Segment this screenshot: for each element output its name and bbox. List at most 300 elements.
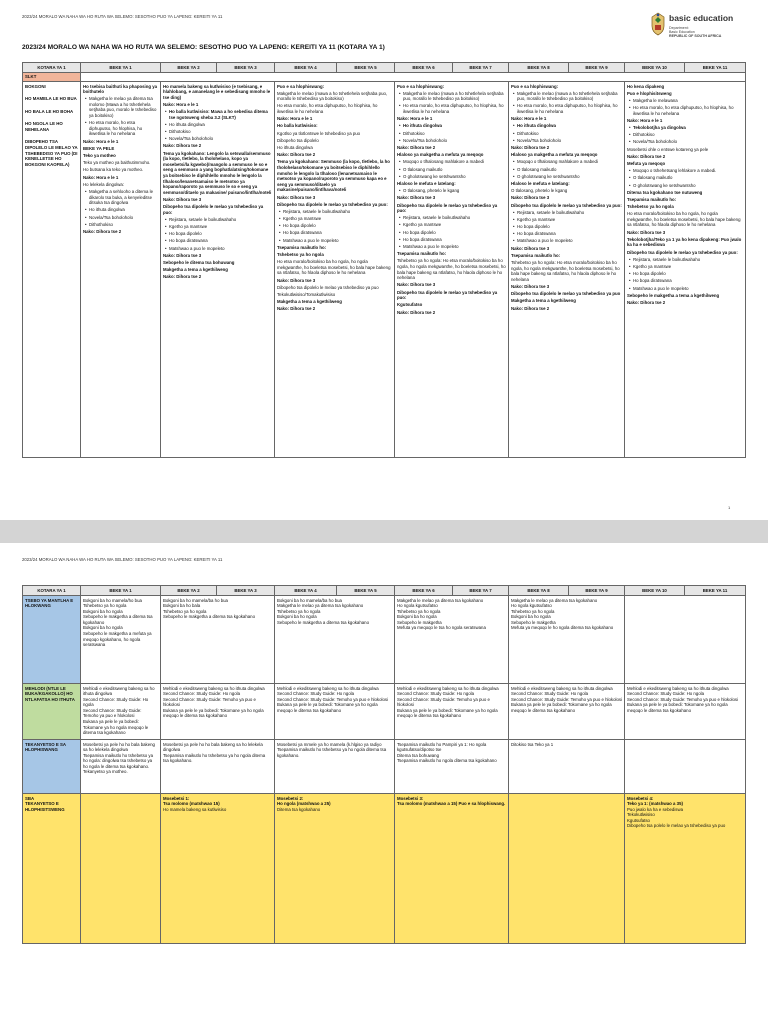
page-title: 2023/24 MORALO WA NAHA WA HO RUTA WA SELEMO: SESOTHO PUO YA LAPENG: KEREITI YA 11 (KOTARA YA 1) — [22, 44, 385, 51]
cell-line: Tshebetso ya ho ngola — [277, 252, 324, 258]
bullet-item: • Novela/Tsa boholoholo — [627, 139, 743, 145]
cell-line: Mosebetsi 4: — [627, 795, 654, 801]
page-number: 1 — [728, 505, 731, 510]
bullet-item: • Ho balla kutlwisiso: Mawa a ho sebedisa ditema tse ngotsweng sheba 3.2 (SLKT) — [163, 109, 272, 120]
bullet-item: • Ho bopa dipolelo — [627, 271, 743, 277]
cell-line: Mosebetsi 1: — [163, 795, 190, 801]
week-content-cell — [395, 596, 509, 684]
cell-line: Ho ithuta dingolwa — [277, 145, 313, 150]
cell-line: Bokgoni ba ho mamela/ba ho bua — [163, 597, 228, 603]
cell-line: Dibopeho tsa dipolelo le melao ya tshebediso ya puo: — [277, 201, 388, 207]
cell-line: Tsepamisa maikutlo ho ngola ditema tsa kgokahano — [397, 758, 497, 764]
cell-line: Kgotlso ya tlotlontswe le tshebediso ya puo — [277, 130, 361, 136]
week-content-cell — [161, 82, 275, 458]
cell-line: Sebopeho le makgetha — [511, 619, 556, 625]
cell-line: Second Chance: Study Guide: Temoho ya puo e hlokolosi — [627, 696, 738, 702]
side-label: HO BALA LE HO BOHA — [25, 108, 74, 114]
bullet-item: • Makgetha le melao (mawa a ho tshetlehela setjhaba puo, morallo le tshebediso ya boitokiso) — [397, 91, 506, 102]
week-content-cell — [81, 684, 161, 740]
column-header-beke-3: BEKE YA 3 — [217, 63, 275, 73]
bullet-item: • Novela/Tsa boholoholo — [397, 138, 506, 144]
bullet-item: • Ho etsa moralo, ho etsa diphuputso, ho hlophisa, ho ikwetlisa le ho nehelana — [627, 105, 743, 116]
cell-line: Nako: Dihora tse 3 — [511, 245, 550, 251]
bullet-item: • Makgetha a sehloohо a ditema le dikarolo tsa buka, a kenyeleditse ditsuka tsa dingolwa — [83, 189, 158, 206]
week-content-cell — [509, 794, 625, 944]
column-header-beke-10: BEKE YA 10 — [625, 63, 685, 73]
row-label: SBA TEKANYETSO E HLOPHISITSWENG — [23, 794, 81, 944]
week-content-cell — [81, 794, 161, 944]
bullet-item: • Makgetha le melao ya ditema tsa molomo (Mawa a ho tshetlehela setjhaba puo, moralo le tshebediso ya boitokiso) — [83, 96, 158, 118]
side-label: DIBOPEHO TSA DIPOLELO LE MELAO YA TSHEBEDISO YA PUO (DI KENELLETSE HO BOKGONI KAOFELA) — [25, 139, 78, 167]
cell-line: Tema ya kgokahano: Semmuso (la kopo, tletlebo, la ho tholohelaso/tokomane ya boitsebiso le diphihlello mmoho le lengolo la tlhaloso (lenanetsamaiso le metsotso ya kopano/raporoto ya semmuso kapa eo e seng ya semmuso/ditaelo ya makasine/puisano/lintlhava/noteli — [277, 159, 390, 193]
bullet-item: • O tlalosang maikutlo — [511, 167, 622, 173]
cell-line: Tshebetso ya ho ngola: Ho etsa moralo/boitokiso ba ho ngola, ho ngola mekgwanthе, ho boeletsa mosebetsi, ho bala hape bakeng sa ntlafatso, ho hlaola diphoso le ho nehelana — [397, 258, 506, 281]
bullet-item: • Makgetha le melawana — [627, 98, 743, 104]
cell-line: Mehlodi e ekeditsweng bakeng sa ho ithuta dingolwa — [83, 685, 155, 697]
week-content-cell — [509, 82, 625, 458]
cell-line: Nako: Dihora tse 2 — [511, 305, 550, 311]
week-content-cell — [395, 684, 509, 740]
week-content-cell — [275, 740, 395, 794]
cell-line: Second Chance: Study Guide: Ho ngola — [277, 691, 355, 697]
cell-line: Tekanyetso ya motheo. — [83, 769, 128, 775]
dbe-logo — [650, 12, 760, 52]
cell-line: Tshebetso ya ho ngola: Ho etsa moralo/boitokiso ba ho ngola, ho ngola mekgwanthе, ho boeletsa mosebetsi, ho bala hape bakeng sa ntlafatso, ho hlaola diphoso le ho nehelana — [511, 260, 620, 282]
cell-line: BEKE YA PELE — [83, 145, 115, 151]
bullet-item: • Moqoqo o tlhalosang mahlakore a mabedi — [511, 159, 622, 165]
bullet-item: • O gholotswang ke setshwantsho — [627, 183, 743, 189]
week-content-cell — [509, 596, 625, 684]
cell-line: Ho ngola (matshwao a 25) — [277, 801, 331, 807]
cell-line: Makgetha le melao (mawa a ho tshetlehela setjhaba puo, morallo le tshebediso ya boitokiso) — [277, 90, 388, 102]
column-header-beke-5: BEKE YA 5 — [337, 586, 395, 596]
cell-line: Makgetha le melao ya ditema tsa kgokahano — [511, 597, 598, 603]
cell-line: Mehlodi e ekeditsweng bakeng sa ho ithuta dingolwa — [397, 685, 499, 691]
bullet-item: • O tlalosang, phetelo le kgang — [397, 188, 506, 194]
cell-line: O tlalosang, phetelo le kgang — [511, 188, 568, 194]
cell-line: Second Chance: Study Guide: Temoho ya puo e hlokolosi — [277, 696, 388, 702]
cell-line: Dibopeho tsa dipolelo le melao ya tshebediso ya puo: — [397, 202, 498, 214]
week-content-cell — [275, 596, 395, 684]
bullet-item: • Ho bopa diratswana — [511, 231, 622, 237]
cell-line: Mehlodi e ekeditsweng bakeng sa ho ithuta dingolwa — [511, 685, 613, 691]
bullet-item: • Moqoqo o tlhalosang mahlakore a mabedi — [397, 159, 506, 165]
bullet-item: • Matshwao a puo le mopeleto — [511, 238, 622, 244]
cell-line: Bukana ya pele le ya bobedi: Tokomane ya ho ngola meqoqo le ditema tsa kgokahano — [277, 702, 378, 713]
cell-line: Tshebetso ya ho ngola — [83, 603, 127, 609]
row-label: MEHLODI (NTLE LE BUKA/KGAKOLLO) HO NTLAFATSA HO ITHUTA — [23, 684, 81, 740]
cell-line: Bokgoni ba ho ngola — [83, 625, 123, 631]
cell-line: Puo e sa hlophiswang: — [397, 83, 445, 89]
side-label: HO MAMELA LE HO BUA — [25, 96, 77, 102]
brand-line-1: Department: — [669, 26, 689, 30]
cell-line: Second Chance: Study Guide: Ho ngola — [397, 691, 475, 697]
cell-line: Mefuta ya meqoqo le tsa ho ngola seratswana — [397, 625, 486, 631]
cell-line: Second Chance: Study Guide: Ho ngola — [83, 696, 149, 708]
bullet-item: • Novela/Tsa boholoholo — [83, 215, 158, 221]
table-row — [23, 740, 746, 794]
cell-line: Nako: Dihora tse 2 — [627, 153, 666, 159]
cell-line: Tshebetso ya ho ngola — [397, 608, 441, 614]
cell-line: Hlaloso ya makgetha a mefuta ya meqoqo — [511, 152, 598, 158]
column-header-beke-6: BEKE YA 6 — [395, 63, 453, 73]
bullet-item: • Kgetho ya mantswe — [163, 224, 272, 230]
cell-line: Ho etsa moralo/boitokiso ba ho ngola, ho ngola mekgwanthе, ho boeletsa mosebetsi, ho bala hape bakeng sa ntlafatso, ho hlaola diphoso le ho nehelana — [277, 259, 391, 276]
cell-line: Nako: Dihora tse 3 — [277, 277, 316, 283]
week-content-cell — [81, 596, 161, 684]
bullet-item: • Ho ithuta dingolwa — [83, 207, 158, 213]
table-row — [23, 684, 746, 740]
cell-line: Teko ya 1: (matshwao a 35) — [627, 801, 683, 807]
cell-line: Sebopeho le makgetha a tema a kgethilweng — [627, 292, 720, 298]
column-header-kotara: KOTARA YA 1 — [23, 586, 81, 596]
cell-line: Mehlodi e ekeditsweng bakeng sa ho ithuta dingolwa — [163, 685, 265, 691]
cell-line: Ho ngola kgutsufatso — [397, 603, 438, 609]
cell-line: Makgetha le melao ya ditema tsa kgokahano — [397, 597, 484, 603]
column-header-beke-9: BEKE YA 9 — [569, 63, 625, 73]
cell-line: Nako: Dihora tse 3 — [627, 229, 666, 235]
cell-line: Nako: Dihora tse 3 — [163, 196, 202, 202]
week-content-cell — [275, 794, 395, 944]
bullet-item: • Ho ithuta dingolwa — [397, 123, 506, 129]
cell-line: Bukana ya pele le ya bobedi: Tokomane ya ho ngola meqoqo le ditema tsa kgokahano — [511, 702, 612, 713]
cell-line: Sebopeho le ditema tsa bohuwang — [163, 260, 235, 266]
running-header: 2023/24 MORALO WA NAHA WA HO RUTA WA SELEMO: SESOTHO PUO YA LAPENG: KEREITI YA 11 — [22, 557, 223, 562]
week-content-cell — [161, 740, 275, 794]
cell-line: Dibopeho tsa polelo le melao ya tshebediso ya puo — [627, 823, 726, 829]
cell-line: Tekokutlwisiso/Tomakutlwisiso — [277, 291, 336, 297]
plan-table-1 — [22, 62, 746, 458]
cell-line: Bukana ya pele le ya bobedi: Tokomane ya ho ngola meqoqo le ditema tsa kgokahano — [163, 707, 264, 719]
cell-line: Ho etsa moralo, ho etsa diphuputso, ho hlophisa, ho ikwetlisa le ho nehelana — [277, 103, 378, 115]
cell-line: Tshebetso ya ho ngola — [511, 608, 555, 614]
cell-line: Second Chance: Study Guide: Temoho ya puo e hlokolosi — [163, 696, 256, 708]
week-content-cell — [395, 82, 509, 458]
cell-line: Tshebetso ya ho ngola — [627, 204, 674, 210]
cell-line: Ditokiso tsa Teko ya 1 — [511, 741, 554, 747]
running-header: 2023/24 MORALO WA NAHA WA HO RUTA WA SELEMO: SESOTHO PUO YA LAPENG: KEREITI YA 11 — [22, 14, 223, 19]
cell-line: Ho tsebisa baithuti ka phaposing ya boithutelo — [83, 83, 158, 95]
column-header-beke-10: BEKE YA 10 — [625, 586, 685, 596]
bullet-item: • Kgetho ya mantswe — [397, 222, 506, 228]
bullet-item: • Kgetho ya mantswe — [627, 264, 743, 270]
cell-line: Sebopeho le makgetha — [397, 619, 442, 625]
slkt-row — [23, 73, 746, 82]
cell-line: Nako: Dihora tse 2 — [277, 306, 316, 312]
cell-line: Tshebetso ya ho ngola — [277, 608, 321, 614]
week-content-cell — [161, 794, 275, 944]
week-content-cell — [395, 740, 509, 794]
bullet-item: • Novela/Tsa boholoholo — [163, 136, 272, 142]
week-content-cell — [395, 794, 509, 944]
cell-line: Tshebetso ya ho ngola — [163, 608, 207, 614]
cell-line: Nako: Hora e le 1 — [397, 116, 433, 122]
bullet-item: • Ho bopa dipolelo — [511, 224, 622, 230]
cell-line: Second Chance: Study Guide: Ho ngola — [511, 691, 589, 697]
cell-line: Ho kena dipakeng — [627, 83, 665, 89]
cell-line: Mosebetsi ya mmele ya ho mamela (k.hlgiso ya radiyo — [277, 741, 382, 747]
cell-line: Tsa molomo (matshwao a 15) Puo e sa hlophiswang. — [397, 801, 506, 807]
week-content-cell — [161, 684, 275, 740]
cell-line: Kgutsufatso — [627, 817, 650, 823]
column-header-beke-9: BEKE YA 9 — [569, 586, 625, 596]
cell-line: Bokgoni ba ho ngola — [511, 614, 551, 620]
cell-line: Hlaloso le mefuta e latelang: — [397, 180, 456, 186]
bullet-item: • Ho bopa diratswana — [627, 278, 743, 284]
brand-line-3: REPUBLIC OF SOUTH AFRICA — [669, 34, 722, 38]
week-content-cell — [509, 740, 625, 794]
cell-line: Nako: Dihora tse 2 — [397, 145, 436, 150]
cell-line: Mefuta ya meqoqo le ho ngola ditema tsa kgokahano — [511, 625, 614, 631]
cell-line: Mosebetsi ya pele ho ho bala bakeng sa ho lelekela dingolwa — [83, 741, 155, 753]
cell-line: Mosebetsi ohle o entswe kotareng ya pele — [627, 146, 709, 152]
coat-of-arms-icon — [650, 12, 666, 36]
cell-line: Nako: Hora e le 1 — [627, 117, 663, 123]
column-header-beke-6: BEKE YA 6 — [395, 586, 453, 596]
bullet-item: • Ho bopa diratswana — [277, 230, 392, 236]
column-header-beke-5: BEKE YA 5 — [337, 63, 395, 73]
cell-line: Nako: Hora e le 1 — [511, 116, 547, 122]
bullet-item: • Ho bopa dipolelo — [397, 230, 506, 236]
cell-line: Dibopeho tsa dipolelo le melao ya tshebediso ya puo: — [397, 289, 498, 301]
cell-line: Dibopeho tsa dipolelo le melao ya tshebediso ya puo — [511, 291, 621, 297]
cell-line: Nako: Dihora tse 3 — [397, 195, 436, 201]
bullet-item: • Ho etsa moralo, ho etsa diphuputso, ho hlophisa, ho ikwetlisa le ho nehelana — [397, 103, 506, 114]
bullet-item: • Dithotokiso — [397, 131, 506, 137]
cell-line: Tekokutlwisiso — [627, 812, 655, 818]
bullet-item: • Kgetho ya mantswe — [277, 216, 392, 222]
cell-line: Nako: Dihora tse 2 — [83, 228, 122, 234]
bullet-item: • Matshwao a puo le mopeleto — [397, 244, 506, 250]
cell-line: Nako: Dihora tse 2 — [511, 145, 550, 150]
table-header-row — [23, 63, 746, 73]
row-label: TEKANYETSO E SA HLOPHISWANG — [23, 740, 81, 794]
bullet-item: • Ho etsa moralo, ho etsa diphuputso, ho hlophisa, ho ikwetlisa le ho nehelana — [83, 120, 158, 137]
bullet-item: • Tekolobotjha ya dingolwa — [627, 125, 743, 131]
column-header-beke-4: BEKE YA 4 — [275, 63, 337, 73]
cell-line: Ditema tsa bohuwang — [397, 752, 440, 758]
column-header-beke-7: BEKE YA 7 — [453, 586, 509, 596]
week-content-cell — [81, 82, 161, 458]
cell-line: Bukana ya pele le ya bobedi: Tokomane ya ho ngola meqoqo le ditema tsa kgokahano — [397, 707, 498, 719]
week-content-cell — [275, 82, 395, 458]
cell-line: Bukana ya pele le ya bobedi: Tokomane ya ho ngola meqoqo le ditema tsa kgokahano — [83, 719, 149, 736]
cell-line: Hlaloso le mefuta e latelang: — [511, 180, 570, 186]
cell-line: Ho ngola kgutsufatso — [511, 603, 552, 609]
cell-line: Nako: Dihora tse 3 — [277, 194, 316, 200]
cell-line: Tsepamisa maikutlo ho: — [277, 244, 327, 250]
cell-line: Nako: Dihora tse 2 — [163, 274, 202, 280]
cell-line: Bokgoni ba ho mamela/ba ho bua — [277, 597, 342, 603]
cell-line: Bukana ya pele le ya bobedi: Tokomane ya ho ngola meqoqo le ditema tsa kgokahano — [627, 702, 728, 713]
side-labels-cell — [23, 82, 81, 458]
bullet-item: • Moqoqo o tshehetsang lehlakore a mabedi. — [627, 168, 743, 174]
column-header-kotara: KOTARA YA 1 — [23, 63, 81, 73]
bullet-item: • Ho bopa dipolelo — [163, 231, 272, 237]
column-header-beke-11: BEKE YA 11 — [685, 63, 746, 73]
cell-line: Nako: Dihora tse 2 — [163, 143, 202, 149]
bullet-item: • Novela/Tsa boholoholo — [511, 138, 622, 144]
cell-line: Puo e sa hlophiswang: — [511, 83, 559, 89]
cell-line: Bokgoni ba ho ngola — [277, 614, 317, 620]
cell-line: Nako: Dihora tse 3 — [511, 283, 550, 289]
cell-line: Ho etsa moralo/boitokiso ba ho ngola, ho ngola mekgwanthе, ho boeletsa mosebetsi, ho bala hape bakeng sa ntlafatso, ho hlaola diphoso le ho nehelana — [627, 211, 741, 228]
cell-line: Nako: Hora e le 1 — [83, 138, 119, 144]
column-header-beke-2: BEKE YA 2 — [161, 63, 217, 73]
cell-line: Mosebetsi 2: — [277, 795, 304, 801]
cell-line: Teko ya motheo — [83, 153, 116, 158]
cell-line: Sebopeho le makgetha a ditema tsa kgokahano — [277, 619, 370, 625]
table-header-row — [23, 586, 746, 596]
cell-line: Dibopeho tsa dipolelo le melao ya tshebediso ya puo — [277, 284, 379, 290]
cell-line: Mosebetsi 3: — [397, 795, 424, 801]
cell-line: Mefuta ya meqoqo — [627, 160, 666, 166]
cell-line: Dibopeho tsa dipolelo le melao ya tshebediso ya puo: — [163, 204, 264, 215]
bullet-item: • Matshwao a puo le mopeleto — [277, 238, 392, 244]
bullet-item: • Dithotokiso — [627, 132, 743, 138]
cell-line: Hlaloso ya makgetha a mefuta ya meqoqo — [397, 152, 484, 158]
cell-line: Mosebetsi ya pele ho ho bala bakeng sa ho lelekela dingolwa — [163, 741, 263, 753]
cell-line: Nako: Hora e le 1 — [83, 174, 119, 180]
cell-line: Tsepamisa maikutlo ho: — [397, 251, 447, 257]
cell-line: Ho mamela bakeng sa kutlwisiso (e tsebisang, e hlahlobang, e amanelang le e sebedisang mmoho le tse ding) — [163, 83, 271, 100]
cell-line: Ho balla kutlwisiso: — [277, 123, 318, 129]
cell-line: Sebopeho le makgetha a ditema tsa kgokahano — [83, 614, 153, 625]
cell-line: Teko ya motheo ya baithutimmoho. — [83, 160, 151, 166]
bullet-item: • Rejistara, setaele le boikutlwahaho — [277, 209, 392, 215]
cell-line: Dibopeho tsa dipolelo le melao ya tshebediso ya puo: — [511, 202, 622, 208]
week-content-cell — [625, 740, 746, 794]
brand-line-2: Basic Education — [669, 30, 695, 34]
cell-line: Second Chance: Study Guide: Ho ngola — [627, 691, 705, 697]
cell-line: Tsepamisa maikutlo ho: — [511, 252, 561, 258]
bullet-item: • O tlalosang maikutlo — [397, 167, 506, 173]
bullet-item: • Ho bopa diratswana — [397, 237, 506, 243]
cell-line: Mehlodi e ekeditsweng bakeng sa ho ithuta dingolwa — [277, 685, 379, 691]
bullet-item: • Rejistara, setaele le boikutlwahaho — [627, 257, 743, 263]
cell-line: Nako: Dihora tse 3 — [163, 252, 202, 258]
column-header-beke-8: BEKE YA 8 — [509, 63, 569, 73]
cell-line: Ho mamela bakeng sa kutlwisiso — [163, 806, 227, 812]
bullet-item: • O gholotswang ke setshwantsho — [397, 174, 506, 180]
side-label: HO NGOLA LE HO NEHELANA — [25, 121, 63, 132]
cell-line: Puo e hlophisitsweng — [627, 90, 672, 96]
bullet-item: • Makgetha le melao (mawa a ho tshetlehela setjhaba puo, morallo le tshebediso ya boitokiso) — [511, 91, 622, 102]
week-content-cell — [625, 82, 746, 458]
bullet-item: • Ho ithuta dingolwa — [511, 123, 622, 129]
cell-line: Sebopeho le makgetha a mefuta ya meqoqo kgokahano, ho ngola seratswana — [83, 631, 152, 648]
cell-line: Makgetha a tema a kgethilweng — [163, 267, 228, 273]
bullet-item: • Ho ithuta dingolwa — [163, 122, 272, 128]
cell-line: Nako: Dihora tse 3 — [511, 195, 550, 201]
document-page-2 — [0, 543, 768, 1024]
cell-line: Tsepamisa maikutlo ho tshebetso ya ho ngola: dingolwa tsa tshebetso ya ho ngola le ditema tsa kgokahano. — [83, 752, 154, 769]
week-content-cell — [625, 596, 746, 684]
table-row — [23, 794, 746, 944]
bullet-item: • Ho bopa diratswana — [163, 238, 272, 244]
bullet-item: • Rejistara, setaele le boikutlwahaho — [163, 217, 272, 223]
brand-name: basic education — [669, 13, 734, 23]
cell-line: Nako: Hora e le 1 — [277, 116, 313, 122]
bullet-item: • Kgetho ya mantswe — [511, 217, 622, 223]
cell-line: Nako: Dihora tse 2 — [277, 152, 316, 158]
bullet-item: • Rejistara, setaele le boikutlwahaho — [511, 210, 622, 216]
bullet-item: • Dithotokiso — [511, 131, 622, 137]
cell-line: Makgetha a tema a kgethilweng — [511, 298, 576, 304]
cell-line: Sebopeho le makgetha a ditema tsa kgokahano — [163, 614, 256, 620]
cell-line: Tekolobotjha/Teko ya 1 ya ho kena dipakeng: Puo jwalo ka ha e sebediswa — [627, 236, 742, 248]
cell-line: Second Chance: Study Guide: Temoho ya puo e hlokolosi — [397, 696, 490, 708]
week-content-cell — [625, 684, 746, 740]
column-header-beke-7: BEKE YA 7 — [453, 63, 509, 73]
cell-line: Nako: Dihora tse 2 — [627, 299, 666, 305]
column-header-beke-1: BEKE YA 1 — [81, 63, 161, 73]
cell-line: Tsepamisa maikutlo ho tshebetso ya ho ngola ditema tsa kgokahano. — [163, 752, 266, 764]
bullet-item: • Rejistara, setaele le boikutlwahaho — [397, 215, 506, 221]
column-header-beke-8: BEKE YA 8 — [509, 586, 569, 596]
cell-line: Tsepamisa maikutlo ho Pampiri ya 1: Ho ngola kgutsufatso/dipotso tse — [397, 741, 487, 753]
cell-line: Ditema tsa kgokahano — [277, 806, 321, 812]
side-label: BOKGONI — [25, 83, 46, 89]
bullet-item: • Matshwao a puo le mopeleto — [627, 286, 743, 292]
cell-line: Bokgoni ba ho ngola — [397, 614, 437, 620]
cell-line: Ho lelekela dingolwa: — [83, 181, 125, 187]
column-header-beke-11: BEKE YA 11 — [685, 586, 746, 596]
bullet-item: • Ho bopa dipolelo — [277, 223, 392, 229]
cell-line: Tsepamisa maikutlo ho: — [627, 196, 677, 202]
week-content-cell — [275, 684, 395, 740]
column-header-beke-2: BEKE YA 2 — [161, 586, 217, 596]
bullet-item: • Dithothokiso — [83, 222, 158, 228]
column-header-beke-4: BEKE YA 4 — [275, 586, 337, 596]
cell-line: Puo jwalo ka ha e sebediswa — [627, 806, 684, 812]
cell-line: Nako: Dihora tse 3 — [397, 282, 436, 288]
cell-line: Tsepamisa maikutlo ho tshebetso ya ho ngola ditema tsa kgokahano. — [277, 747, 387, 758]
cell-line: Dibopeho tsa dipolelo le melao ya tshebediso ya puo: — [627, 249, 738, 255]
cell-line: Dibopeho tsa dipolelo — [277, 137, 319, 143]
cell-line: Bokgoni ba ho bala — [163, 603, 201, 609]
slkt-label: SLKT — [23, 73, 81, 82]
cell-line: Second Chance: Study Guide: Temoho ya puo e hlokolosi — [83, 707, 142, 719]
week-content-cell — [625, 794, 746, 944]
cell-line: Nako: Hora e le 1 — [163, 101, 199, 107]
cell-line: Second Chance: Study Guide: Temoho ya puo e hlokolosi — [511, 696, 622, 702]
table-row — [23, 596, 746, 684]
week-content-cell — [81, 740, 161, 794]
cell-line: Bokgoni ba ho ngola — [83, 608, 123, 614]
column-header-beke-3: BEKE YA 3 — [217, 586, 275, 596]
bullet-item: • O gholotswang ke setshwantsho — [511, 174, 622, 180]
row-label: TSEBO YA MANTLHA E HLOKWANG — [23, 596, 81, 684]
cell-line: Puo e sa hlophiswang: — [277, 83, 325, 89]
cell-line: Makgetha a tema a kgethilweng — [277, 299, 342, 305]
week-content-cell — [161, 596, 275, 684]
bullet-item: • Ho etsa moralo, ho etsa diphuputso, ho hlophisa, ho ikwetlisa le ho nehelana — [511, 103, 622, 114]
cell-line: Nako: Dihora tse 2 — [397, 309, 436, 315]
cell-line: Tsa molomo (matshwao 15) — [163, 801, 220, 807]
cell-line: Second Chance: Study Guide: Ho ngola — [163, 691, 241, 697]
table-row — [23, 82, 746, 458]
cell-line: Kgutsufatso — [397, 302, 423, 308]
cell-line: Tema ya kgokahano: Lengolo la setswalla/semmuso (la kopo, tletlebo, la tholohelaso, kopo ya mosebetsi/la kgwebo)/mangolo a semmuso le so e seng a semmuso a yang bophatlalatsing/tokomane ya boitsebiso le diphihlello mmoho le lengolo la tlhaloso/lenanetsamaiso le metsotso ya kopano/raporoto ya semmuso le so e seng ya semmuso/ditaelo ya makasine/ puisano/lintlha/noteli — [163, 150, 272, 195]
slkt-empty-cell — [81, 73, 746, 82]
column-header-beke-1: BEKE YA 1 — [81, 586, 161, 596]
cell-line: Ditema tsa kgokahano tse nutuweng — [627, 189, 703, 195]
cell-line: Makgetha le melao ya ditema tsa kgokahano — [277, 603, 364, 609]
plan-table-2 — [22, 585, 746, 944]
cell-line: Mehlodi e ekeditsweng bakeng sa ho ithuta dingolwa — [627, 685, 729, 691]
bullet-item: • Dithotokiso — [163, 129, 272, 135]
